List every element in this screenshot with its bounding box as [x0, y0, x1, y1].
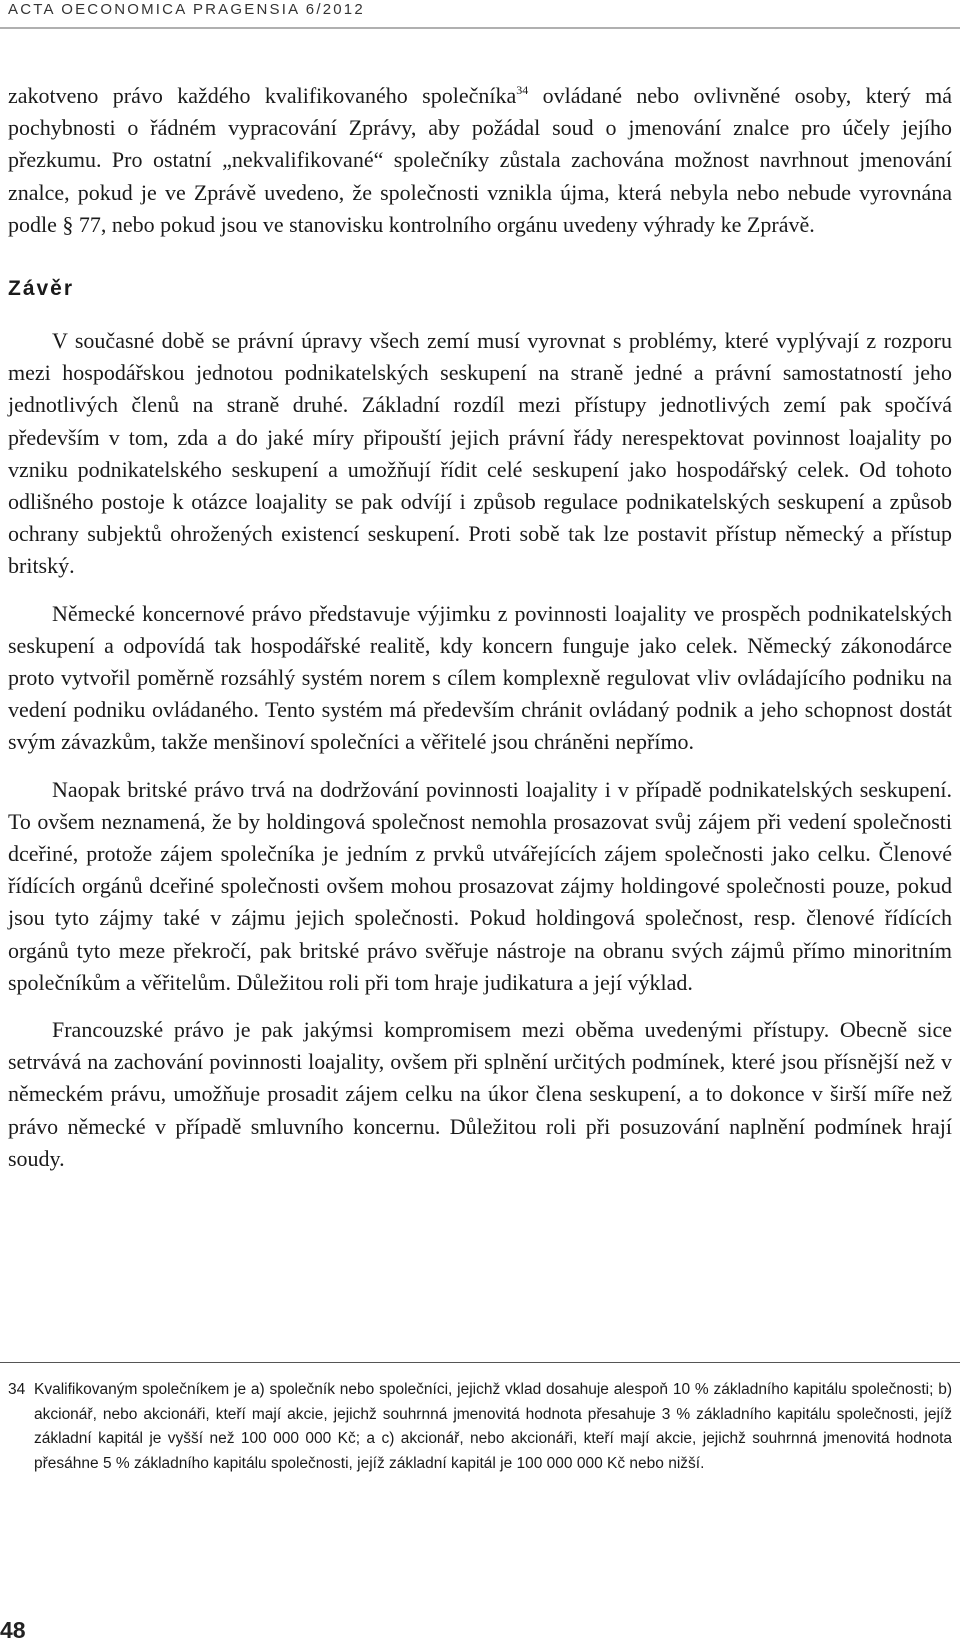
page-number: 48 — [0, 1617, 26, 1643]
paragraph-3: Naopak britské právo trvá na dodržování povinnosti loajality i v případě podnikatelských seskupení. To ovšem neznamená, že by holdingová společnost nemohla prosazovat svůj zájem při vedení společnosti dceřiné, protože zájem společníka je jedním z prvků utvářejících zájem společnosti jako celku. Členové řídících orgánů dceřiné společnosti ovšem mohou prosazovat zájmy holdingové společnosti pouze, pokud jsou tyto zájmy také v zájmu jejich společnosti. Pokud holdingová společnost, resp. členové řídících orgánů tyto meze překročí, pak britské právo svěřuje nástroje na obranu svých zájmů přímo minoritním společníkům a věřitelům. Důležitou roli při tom hraje judikatura a její výklad. — [8, 776, 952, 995]
paragraph-4: Francouzské právo je pak jakýmsi kompromisem mezi oběma uvedenými přístupy. Obecně sice setrvává na zachování povinnosti loajality, ovšem při splnění určitých podmínek, které jsou přísnější než v německém právu, umožňuje prosadit zájem celku na úkor člena seskupení, a to dokonce v širší míře než právo německé v případě smluvního koncernu. Důležitou roli při posuzování naplnění podmínek hrají soudy. — [8, 1017, 952, 1171]
footnote-number: 34 — [8, 1381, 26, 1398]
paragraph-1: V současné době se právní úpravy všech zemí musí vyrovnat s problémy, které vyplývají z rozporu mezi hospodářskou jednotou podnikatelských seskupení na straně jedné a právní samostatností jeho jednotlivých členů na straně druhé. Základní rozdíl mezi přístupy jednotlivých zemí pak spočívá především v tom, zda a do jaké míry připouští jejich právní řády nerespektovat povinnost loajality po vzniku podnikatelského seskupení a umožňují řídit celé seskupení jako hospodářský celek. Od tohoto odlišného postoje k otázce loajality se pak odvíjí i způsob regulace podnikatelských seskupení a způsob ochrany subjektů ohrožených existencí seskupení. Proti sobě tak lze postavit přístup německý a přístup britský. — [8, 328, 952, 579]
running-header: ACTA OECONOMICA PRAGENSIA 6/2012 — [8, 1, 365, 18]
footnote-text: Kvalifikovaným společníkem je a) společník nebo společníci, jejichž vklad dosahuje alespoň 10 % základního kapitálu společnosti; b) akcionář, nebo akcionáři, kteří mají akcie, jejichž souhrnná jmenovitá hodnota přesahuje 3 % základního kapitálu společnosti, jejíž základní kapitál je vyšší než 100 000 000 Kč; a c) akcionář, nebo akcionáři, kteří mají akcie, jejichž souhrnná jmenovitá hodnota přesáhne 5 % základního kapitálu společnosti, jejíž základní kapitál je 100 000 000 Kč nebo nižší. — [34, 1381, 952, 1472]
footnote-reference: 34 — [516, 83, 529, 97]
header-rule — [0, 27, 960, 29]
section-heading: Závěr — [8, 277, 75, 301]
intro-paragraph — [8, 80, 952, 241]
footnote-rule — [0, 1362, 960, 1363]
footnote — [8, 1378, 952, 1476]
intro-text-after-ref: ovládané nebo ovlivněné osoby, který má pochybnosti o řádném vypracování Zprávy, aby požádal soud o jmenování znalce pro účely jejího přezkumu. Pro ostatní „nekvalifikované“ společníky zůstala zachována možnost navrhnout jmenování znalce, pokud je ve Zprávě uvedeno, že společnosti vznikla újma, která nebyla nebo nebude vyrovnána podle § 77, nebo pokud jsou ve stanovisku kontrolního orgánu uvedeny výhrady ke Zprávě. — [8, 83, 953, 237]
intro-text-before-ref: zakotveno právo každého kvalifikovaného společníka — [8, 83, 517, 108]
main-content — [8, 80, 952, 1175]
paragraph-2: Německé koncernové právo představuje výjimku z povinnosti loajality ve prospěch podnikatelských seskupení a odpovídá tak hospodářské realitě, kdy koncern funguje jako celek. Německý zákonodárce proto vytvořil poměrně rozsáhlý systém norem s cílem komplexně regulovat vliv ovládajícího podniku na vedení podniku ovládaného. Tento systém má především chránit ovládaný podnik a jeho schopnost dostát svým závazkům, takže menšinoví společníci a věřitelé jsou chráněni nepřímo. — [8, 600, 952, 755]
